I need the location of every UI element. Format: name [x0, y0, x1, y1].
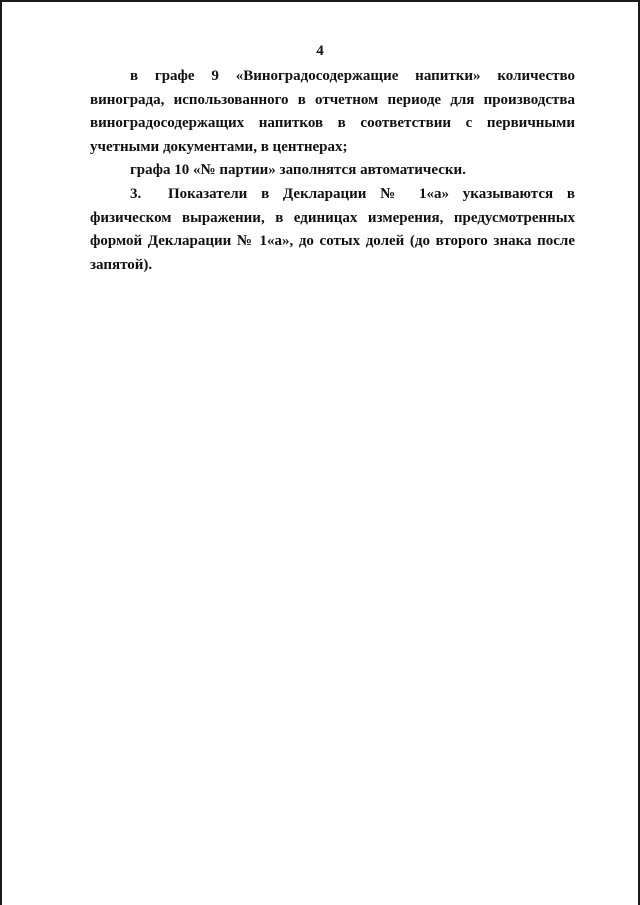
paragraph-text: в графе 9 «Виноградосодержащие напитки» количество винограда, использованного в отчетном периоде для производства виноградосодержащих напитков в соответствии с первичными учетными документами, в центнерах;	[90, 68, 575, 155]
page-edge-top	[0, 0, 640, 2]
paragraph-text: Показатели в Декларации № 1«а» указываются в физическом выражении, в единицах измерения, предусмотренных формой Декларации № 1«а», до сотых долей (до второго знака после запятой).	[90, 185, 575, 273]
paragraph-text: графа 10 «№ партии» заполнятся автоматически.	[130, 162, 466, 179]
page-number: 4	[316, 43, 324, 59]
document-body	[90, 65, 575, 277]
item-number: 3.	[130, 185, 142, 202]
paragraph-item-3	[90, 183, 575, 277]
paragraph-grafa-10	[90, 159, 575, 183]
paragraph-grafa-9	[90, 65, 575, 159]
page-edge-left	[0, 0, 2, 905]
